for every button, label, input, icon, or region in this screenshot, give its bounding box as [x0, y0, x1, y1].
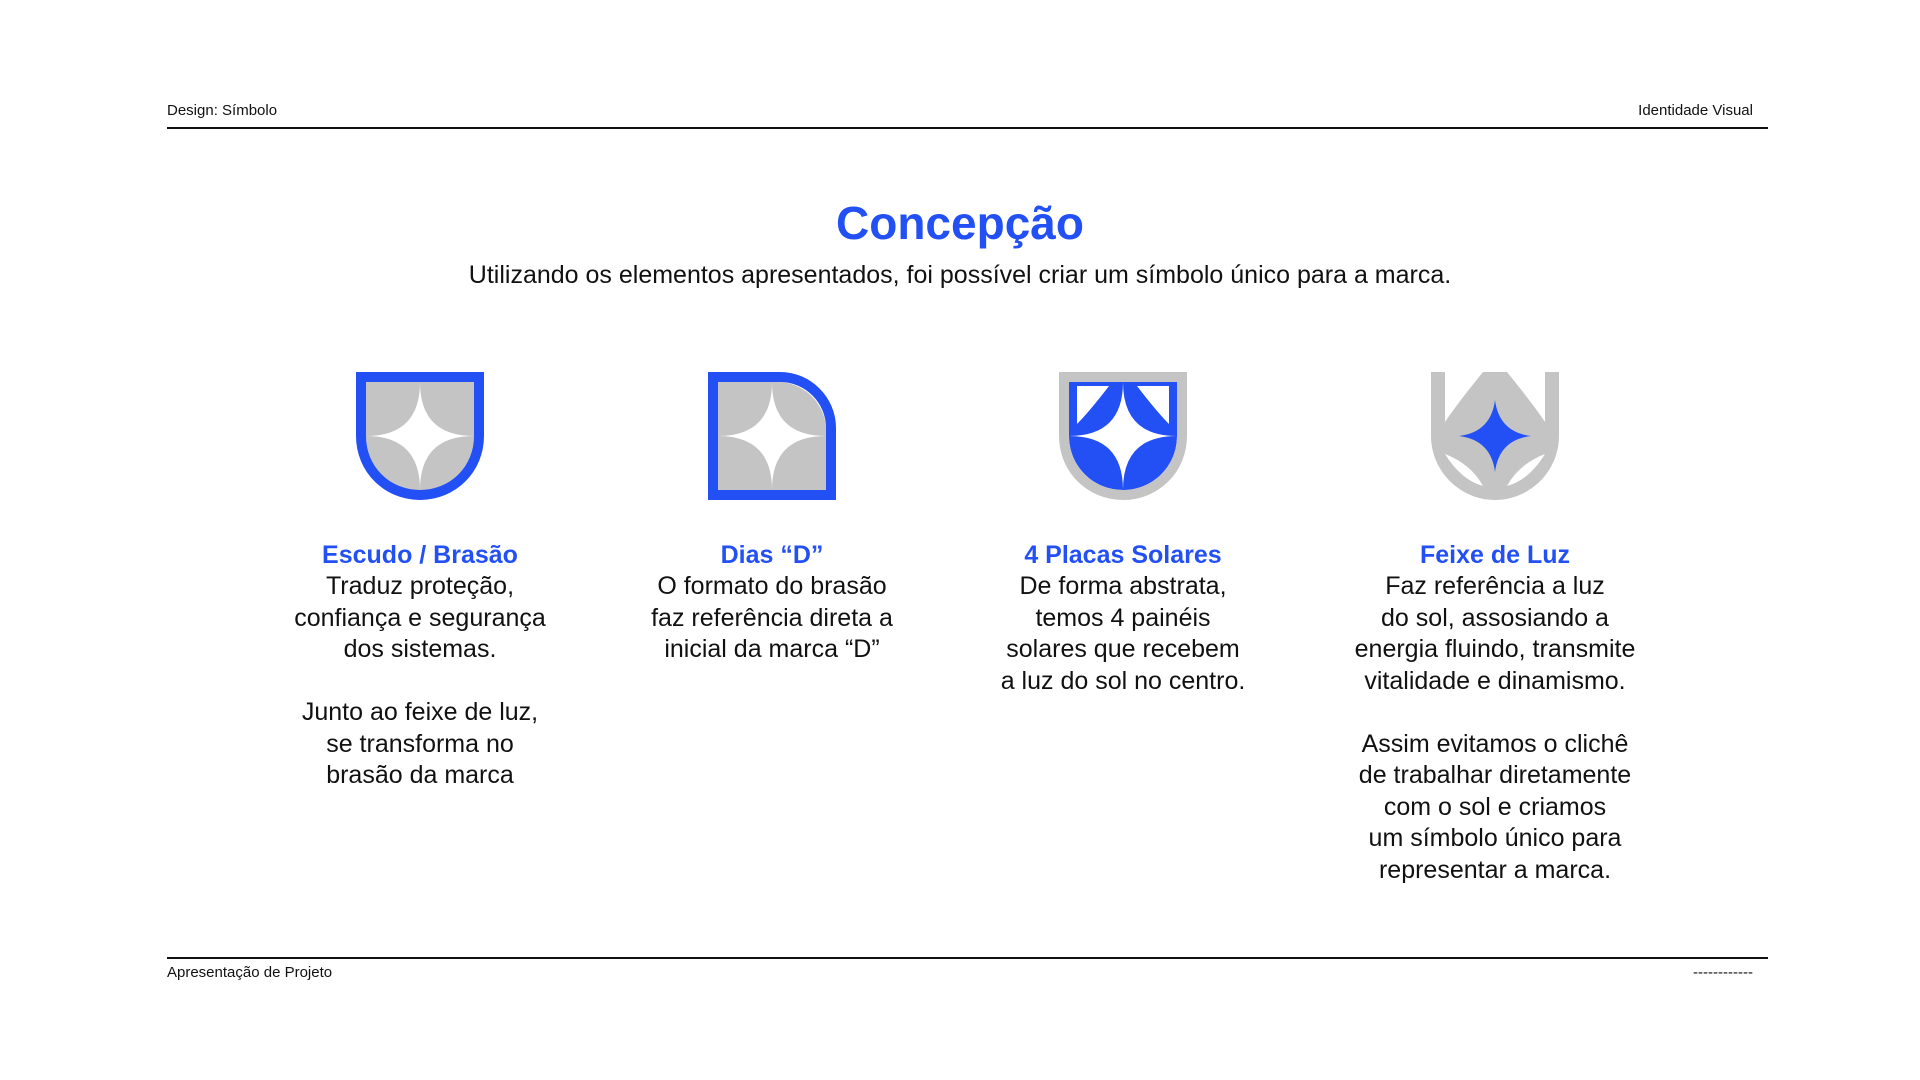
concept-card-light-beam	[1325, 372, 1665, 886]
shield-emblem-icon	[356, 372, 484, 500]
concept-name: Feixe de Luz	[1419, 541, 1571, 569]
concept-card-shield	[250, 372, 590, 792]
footer-page-marker: ------------	[1693, 964, 1753, 981]
concept-description: Traduz proteção, confiança e segurança dos sistemas.	[294, 572, 546, 663]
concept-card-letter-d	[602, 372, 942, 666]
concept-name: 4 Placas Solares	[1024, 541, 1222, 569]
concept-name: Dias “D”	[720, 541, 824, 569]
footer-project-label: Apresentação de Projeto	[167, 964, 333, 981]
footer-divider	[167, 957, 1768, 959]
header-section-label: Design: Símbolo	[167, 102, 278, 119]
concept-description: De forma abstrata, temos 4 painéis solares que recebem a luz do sol no centro.	[1000, 572, 1246, 695]
letter-d-emblem-icon	[708, 372, 836, 500]
concept-description: Faz referência a luz do sol, assosiando a energia fluindo, transmite vitalidade e dinamismo.	[1354, 572, 1636, 695]
header-document-label: Identidade Visual	[1638, 102, 1753, 119]
page-title: Concepção	[836, 197, 1084, 249]
concept-description-extra: Assim evitamos o clichê de trabalhar diretamente com o sol e criamos um símbolo único para representar a marca.	[1358, 729, 1632, 884]
concept-description: O formato do brasão faz referência direta a inicial da marca “D”	[651, 572, 893, 663]
solar-panels-emblem-icon	[1059, 372, 1187, 500]
page-subtitle: Utilizando os elementos apresentados, foi possível criar um símbolo único para a marca.	[468, 261, 1452, 289]
concept-card-solar-panels	[953, 372, 1293, 697]
concept-name: Escudo / Brasão	[322, 541, 518, 569]
light-beam-emblem-icon	[1431, 372, 1559, 500]
concept-description-extra: Junto ao feixe de luz, se transforma no brasão da marca	[301, 698, 539, 789]
header-divider	[167, 127, 1768, 129]
